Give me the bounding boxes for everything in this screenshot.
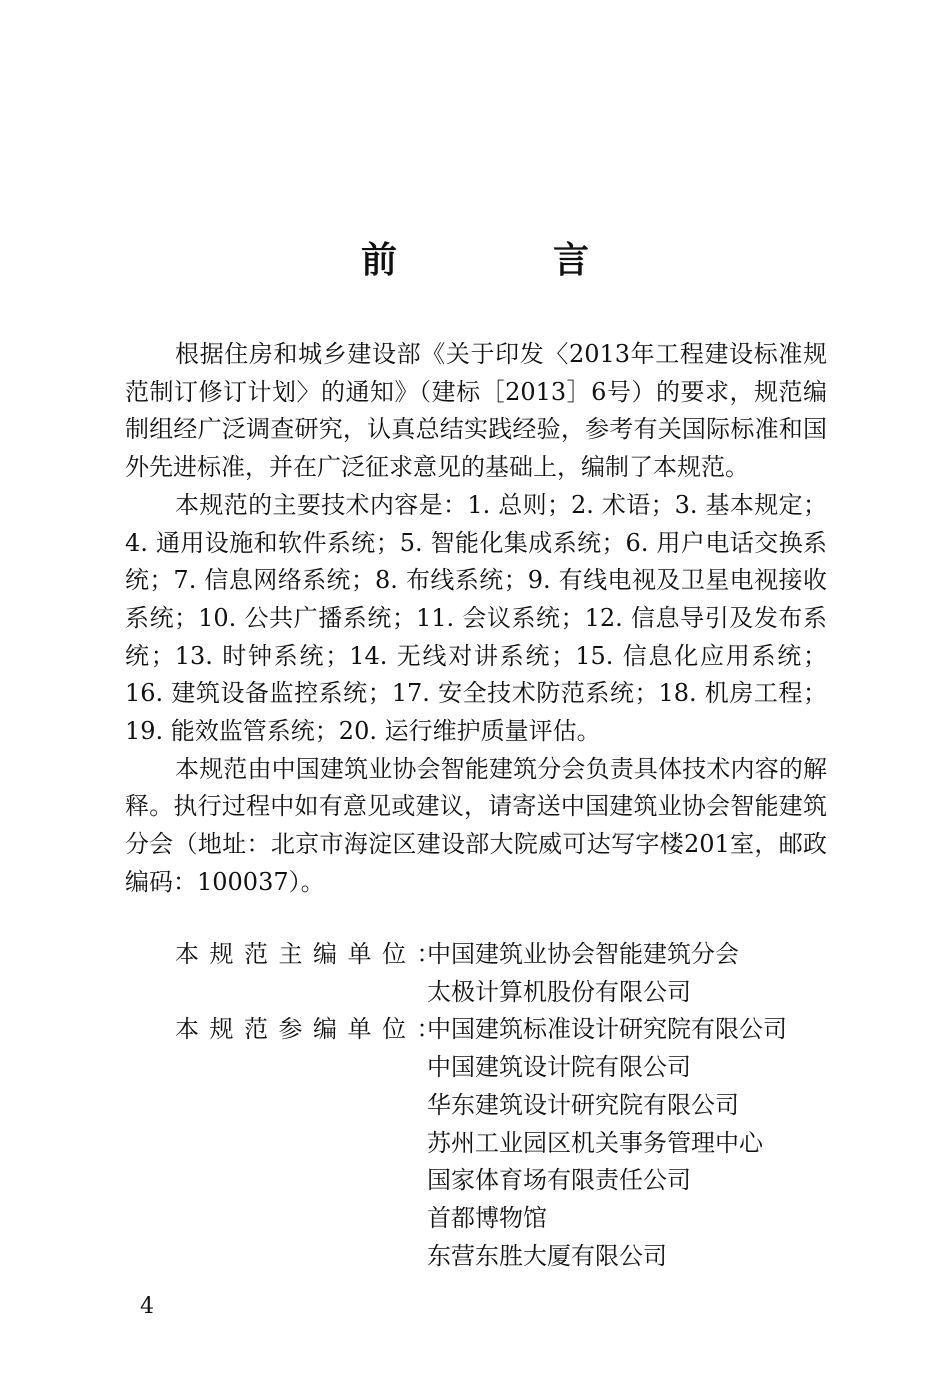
org-name: 东营东胜大厦有限公司 [427, 1241, 667, 1270]
participating-editor-orgs [427, 1011, 835, 1275]
chief-editor-label: 本规范主编单位： [175, 940, 451, 968]
editor-units [175, 936, 835, 1275]
preface-paragraph: 根据住房和城乡建设部《关于印发〈2013年工程建设标准规范制订修订计划〉的通知》（建标［2013］6号）的要求，规范编制组经广泛调查研究，认真总结实践经验，参考有关国际标准和国外先进标准，并在广泛征求意见的基础上，编制了本规范。 [125, 340, 827, 482]
chief-editor-row [175, 936, 835, 1011]
org-name: 太极计算机股份有限公司 [427, 977, 691, 1006]
preface-paragraph: 本规范的主要技术内容是：1. 总则；2. 术语；3. 基本规定；4. 通用设施和软件系统；5. 智能化集成系统；6. 用户电话交换系统；7. 信息网络系统；8. 布线系统；9. 有线电视及卫星电视接收系统；10. 公共广播系统；11. 会议系统；12. 信息导引及发布系统；13. 时钟系统；14. 无线对讲系统；15. 信息化应用系统；16. 建筑设备监控系统；17. 安全技术防范系统；18. 机房工程；19. 能效监管系统；20. 运行维护质量评估。 [125, 490, 827, 746]
preface-paragraph: 本规范由中国建筑业协会智能建筑分会负责具体技术内容的解释。执行过程中如有意见或建议，请寄送中国建筑业协会智能建筑分会（地址：北京市海淀区建设部大院威可达写字楼201室，邮政编码：100037）。 [125, 754, 827, 896]
page-title: 前 言 [360, 239, 649, 281]
page-number: 4 [140, 1294, 154, 1319]
org-name: 华东建筑设计研究院有限公司 [427, 1090, 739, 1119]
org-name: 苏州工业园区机关事务管理中心 [427, 1128, 763, 1157]
org-name: 中国建筑标准设计研究院有限公司 [427, 1015, 787, 1044]
participating-editor-row [175, 1011, 835, 1275]
chief-editor-orgs [427, 936, 835, 1011]
participating-editor-label: 本规范参编单位： [175, 1015, 451, 1044]
preface-body [125, 336, 827, 902]
org-name: 中国建筑业协会智能建筑分会 [427, 940, 739, 968]
org-name: 中国建筑设计院有限公司 [427, 1053, 691, 1082]
org-name: 首都博物馆 [427, 1203, 547, 1232]
org-name: 国家体育场有限责任公司 [427, 1166, 691, 1195]
